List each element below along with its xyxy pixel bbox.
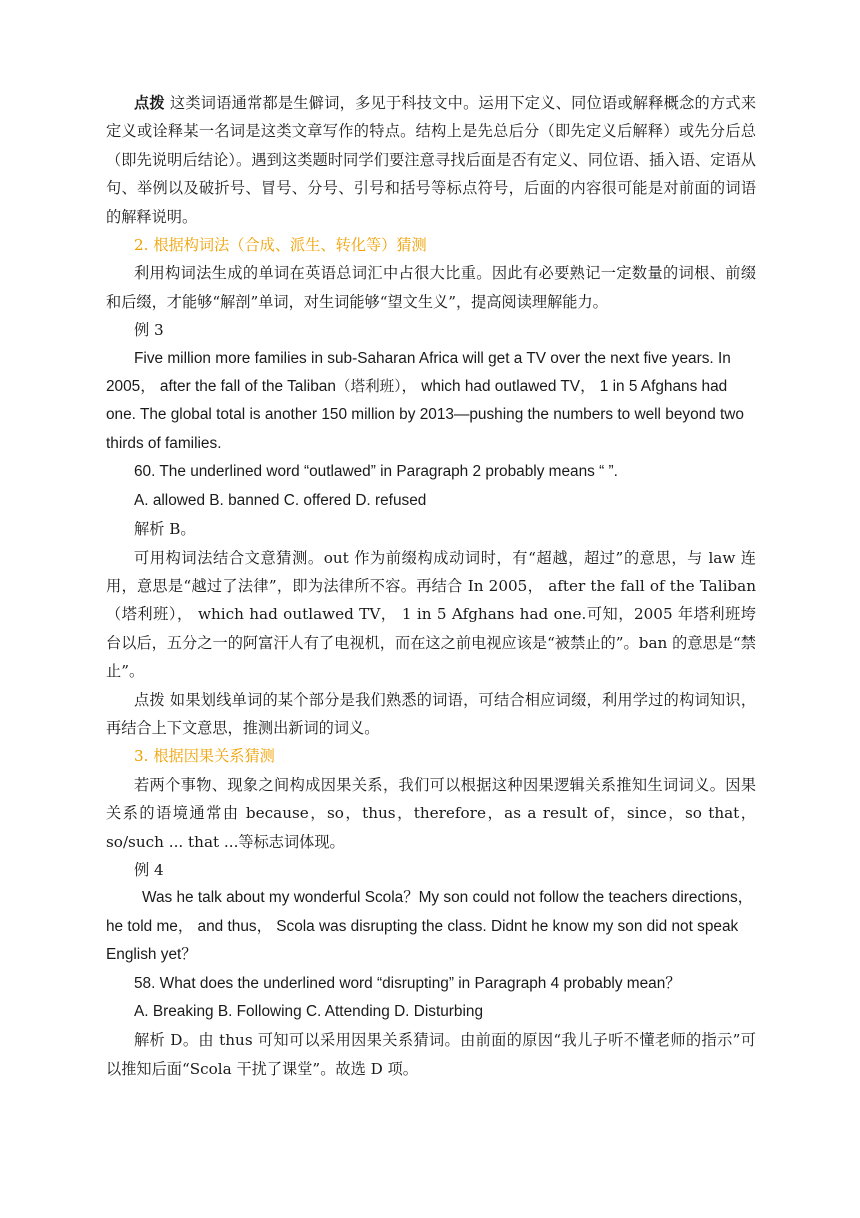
intro-paragraph-3: 若两个事物、现象之间构成因果关系，我们可以根据这种因果逻辑关系推知生词词义。因果关系的语境通常由 because，so，thus，therefore，as a result of，since，so that，so/such ... that ...等标志词体现。 — [106, 775, 756, 851]
tip-text: 这类词语通常都是生僻词，多见于科技文中。运用下定义、同位语或解释概念的方式来定义或诠释某一名词是这类文章写作的特点。结构上是先总后分（即先定义后解释）或先分后总（即先说明后结论）。遇到这类题时同学们要注意寻找后面是否有定义、同位语、插入语、定语从句、举例以及破折号、冒号、分号、引号和括号等标点符号，后面的内容很可能是对前面的词语的解释说明。 — [106, 94, 757, 226]
options-60: A. allowed B. banned C. offered D. refused — [134, 491, 427, 509]
example-label-3: 例 3 — [134, 321, 164, 340]
question-60: 60. The underlined word “outlawed” in Paragraph 2 probably means “ ”. — [134, 463, 618, 481]
passage-part-b: ， which had outlawed TV， 1 in 5 Afghans had one. The global total is another 150 million by 2013—pushing the numbers to well beyond two thirds of families. — [106, 378, 744, 452]
intro-paragraph-2: 利用构词法生成的单词在英语总词汇中占很大比重。因此有必要熟记一定数量的词根、前缀和后缀，才能够“解剖”单词，对生词能够“望文生义”，提高阅读理解能力。 — [106, 264, 756, 311]
explanation-60: 可用构词法结合文意猜测。out 作为前缀构成动词时，有“超越，超过”的意思，与 law 连用，意思是“越过了法律”，即为法律所不容。再结合 In 2005， after the fall of the Taliban（塔利班）， which had outlawed TV， 1 in 5 Afghans had one.可知，2005 年塔利班垮台以后，五分之一的阿富汗人有了电视机，而在这之前电视应该是“被禁止的”。ban 的意思是“禁止”。 — [106, 548, 756, 681]
example-label-4: 例 4 — [134, 860, 164, 879]
passage-part-a: Five million more families in sub-Saharan Africa will get a TV over the next five years. In 2005， after the fall of the Taliban — [106, 349, 731, 396]
example-passage-4: Was he talk about my wonderful Scola？My son could not follow the teachers directions， he told me， and thus， Scola was disrupting the class. Didnt he know my son did not speak English yet？ — [106, 889, 754, 964]
tip-text: 如果划线单词的某个部分是我们熟悉的词语，可结合相应词缀，利用学过的构词知识，再结合上下文意思，推测出新词的词义。 — [106, 690, 757, 737]
example-passage-3 — [106, 345, 756, 459]
answer-58: 解析 D。由 thus 可知可以采用因果关系猜词。由前面的原因“我儿子听不懂老师的指示”可以推知后面“Scola 干扰了课堂”。故选 D 项。 — [106, 1031, 756, 1078]
passage-note: （塔利班） — [335, 378, 402, 396]
tip-paragraph-2 — [106, 686, 756, 743]
section-heading-3: 3. 根据因果关系猜测 — [134, 747, 275, 766]
tip-label: 点拨 — [134, 690, 165, 709]
answer-60: 解析 B。 — [134, 520, 196, 539]
document-body — [106, 89, 756, 1083]
question-58: 58. What does the underlined word “disrupting” in Paragraph 4 probably mean？ — [134, 974, 681, 992]
tip-label: 点拨 — [134, 94, 165, 112]
section-heading-2: 2. 根据构词法（合成、派生、转化等）猜测 — [134, 236, 427, 255]
options-58: A. Breaking B. Following C. Attending D. Disturbing — [134, 1003, 484, 1020]
tip-paragraph-1 — [106, 89, 756, 231]
